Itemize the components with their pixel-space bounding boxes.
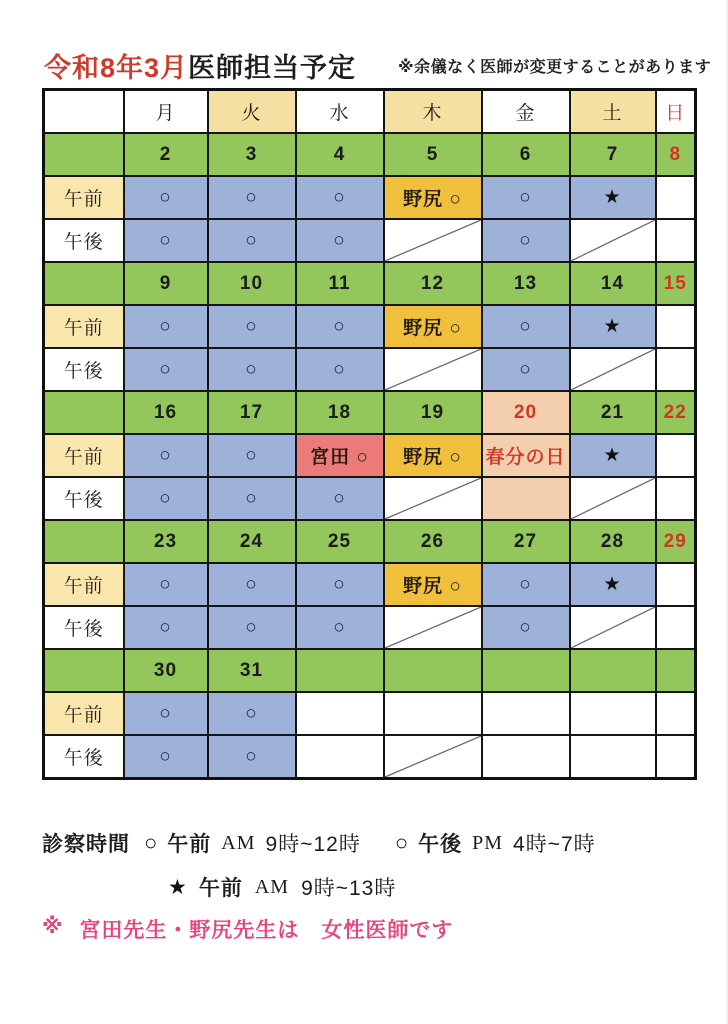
closed-slash-icon bbox=[571, 607, 655, 648]
open-circle-cell: ○ bbox=[124, 219, 208, 262]
open-circle-cell: ○ bbox=[482, 606, 570, 649]
pm-row bbox=[44, 348, 696, 391]
open-circle-cell: ○ bbox=[482, 348, 570, 391]
am-row-label: 午前 bbox=[44, 434, 124, 477]
date-cell: 15 bbox=[656, 262, 696, 305]
weekday-header-cell: 月 bbox=[124, 90, 208, 134]
date-cell: 7 bbox=[570, 133, 656, 176]
empty-cell bbox=[656, 477, 696, 520]
pm-row bbox=[44, 735, 696, 779]
date-cell: 19 bbox=[384, 391, 482, 434]
date-row bbox=[44, 649, 696, 692]
am-row bbox=[44, 176, 696, 219]
date-cell bbox=[44, 520, 124, 563]
open-circle-cell: ○ bbox=[124, 348, 208, 391]
weekday-header-row bbox=[44, 90, 696, 134]
legend-am-label: 午前 bbox=[167, 833, 212, 856]
title-era-month: 令和8年3月 bbox=[44, 53, 189, 83]
date-cell bbox=[44, 133, 124, 176]
date-row bbox=[44, 391, 696, 434]
weekday-header-cell: 土 bbox=[570, 90, 656, 134]
title-heading: 医師担当予定 bbox=[188, 53, 357, 83]
open-circle-cell: ○ bbox=[482, 176, 570, 219]
circle-icon: ○ bbox=[394, 830, 409, 855]
closed-slash-icon bbox=[385, 736, 481, 777]
date-cell: 29 bbox=[656, 520, 696, 563]
empty-cell bbox=[656, 606, 696, 649]
date-cell bbox=[482, 649, 570, 692]
closed-slash-icon bbox=[385, 220, 481, 261]
note-text: 宮田先生・野尻先生は 女性医師です bbox=[79, 919, 454, 942]
date-cell: 23 bbox=[124, 520, 208, 563]
am-row-label: 午前 bbox=[44, 563, 124, 606]
date-cell: 6 bbox=[482, 133, 570, 176]
star-cell: ★ bbox=[570, 563, 656, 606]
am-row bbox=[44, 305, 696, 348]
open-circle-cell: ○ bbox=[208, 735, 296, 779]
date-cell: 3 bbox=[208, 133, 296, 176]
weekday-header-cell bbox=[44, 90, 124, 134]
legend-pm-ampm: PM bbox=[472, 831, 504, 854]
empty-cell bbox=[482, 477, 570, 520]
legend-star-label: 午前 bbox=[198, 877, 243, 900]
date-cell: 22 bbox=[656, 391, 696, 434]
legend-heading: 診察時間 bbox=[42, 833, 130, 856]
legend-star-ampm: AM bbox=[254, 875, 290, 898]
empty-cell bbox=[482, 735, 570, 779]
empty-cell bbox=[296, 735, 384, 779]
date-cell bbox=[656, 649, 696, 692]
date-cell: 2 bbox=[124, 133, 208, 176]
open-circle-cell: ○ bbox=[208, 176, 296, 219]
empty-cell bbox=[570, 735, 656, 779]
date-cell bbox=[44, 391, 124, 434]
date-cell: 27 bbox=[482, 520, 570, 563]
date-cell: 17 bbox=[208, 391, 296, 434]
legend-star-time: 9時~13時 bbox=[301, 877, 397, 900]
date-cell: 12 bbox=[384, 262, 482, 305]
open-circle-cell: ○ bbox=[124, 477, 208, 520]
date-cell: 8 bbox=[656, 133, 696, 176]
female-doctors-note bbox=[42, 914, 453, 944]
legend-am-time: 9時~12時 bbox=[265, 833, 361, 856]
closed-cell bbox=[570, 348, 656, 391]
note-mark: ※ bbox=[42, 915, 64, 938]
empty-cell bbox=[656, 434, 696, 477]
open-circle-cell: ○ bbox=[296, 477, 384, 520]
closed-slash-icon bbox=[385, 349, 481, 390]
closed-cell bbox=[384, 348, 482, 391]
title-row bbox=[44, 46, 712, 85]
closed-cell bbox=[384, 735, 482, 779]
closed-cell bbox=[384, 477, 482, 520]
empty-cell bbox=[296, 692, 384, 735]
pm-row bbox=[44, 219, 696, 262]
pm-row bbox=[44, 477, 696, 520]
circle-icon: ○ bbox=[144, 830, 158, 855]
pm-row bbox=[44, 606, 696, 649]
closed-cell bbox=[384, 606, 482, 649]
date-cell: 5 bbox=[384, 133, 482, 176]
hours-legend bbox=[42, 828, 702, 858]
date-row bbox=[44, 520, 696, 563]
page-title bbox=[44, 46, 356, 85]
closed-cell bbox=[384, 219, 482, 262]
pm-row-label: 午後 bbox=[44, 219, 124, 262]
doctor-cell: 野尻 ○ bbox=[384, 176, 482, 219]
date-cell bbox=[570, 649, 656, 692]
open-circle-cell: ○ bbox=[208, 348, 296, 391]
open-circle-cell: ○ bbox=[208, 563, 296, 606]
date-cell: 9 bbox=[124, 262, 208, 305]
am-row bbox=[44, 434, 696, 477]
date-cell: 28 bbox=[570, 520, 656, 563]
star-hours-legend bbox=[168, 872, 396, 902]
closed-slash-icon bbox=[385, 478, 481, 519]
empty-cell bbox=[656, 692, 696, 735]
date-row bbox=[44, 133, 696, 176]
star-cell: ★ bbox=[570, 176, 656, 219]
date-cell: 24 bbox=[208, 520, 296, 563]
empty-cell bbox=[656, 176, 696, 219]
date-cell: 20 bbox=[482, 391, 570, 434]
doctor-cell: 野尻 ○ bbox=[384, 305, 482, 348]
doctor-cell: 宮田 ○ bbox=[296, 434, 384, 477]
legend-pm-time: 4時~7時 bbox=[513, 833, 596, 856]
empty-cell bbox=[656, 735, 696, 779]
open-circle-cell: ○ bbox=[296, 348, 384, 391]
legend-pm-label: 午後 bbox=[418, 833, 463, 856]
closed-cell bbox=[570, 219, 656, 262]
closed-cell bbox=[570, 477, 656, 520]
pm-row-label: 午後 bbox=[44, 348, 124, 391]
open-circle-cell: ○ bbox=[296, 219, 384, 262]
date-cell: 4 bbox=[296, 133, 384, 176]
date-cell bbox=[384, 649, 482, 692]
date-cell: 10 bbox=[208, 262, 296, 305]
legend-am-ampm: AM bbox=[221, 831, 256, 854]
doctor-cell: 野尻 ○ bbox=[384, 563, 482, 606]
star-cell: ★ bbox=[570, 305, 656, 348]
open-circle-cell: ○ bbox=[208, 219, 296, 262]
pm-row-label: 午後 bbox=[44, 477, 124, 520]
am-row bbox=[44, 563, 696, 606]
open-circle-cell: ○ bbox=[208, 305, 296, 348]
open-circle-cell: ○ bbox=[296, 305, 384, 348]
date-cell: 21 bbox=[570, 391, 656, 434]
weekday-header-cell: 水 bbox=[296, 90, 384, 134]
empty-cell bbox=[656, 563, 696, 606]
date-cell bbox=[44, 262, 124, 305]
open-circle-cell: ○ bbox=[124, 434, 208, 477]
weekday-header-cell: 日 bbox=[656, 90, 696, 134]
am-row-label: 午前 bbox=[44, 692, 124, 735]
open-circle-cell: ○ bbox=[208, 434, 296, 477]
open-circle-cell: ○ bbox=[124, 692, 208, 735]
calendar-table bbox=[42, 88, 697, 780]
open-circle-cell: ○ bbox=[124, 176, 208, 219]
open-circle-cell: ○ bbox=[482, 219, 570, 262]
empty-cell bbox=[482, 692, 570, 735]
empty-cell bbox=[384, 692, 482, 735]
star-cell: ★ bbox=[570, 434, 656, 477]
pm-row-label: 午後 bbox=[44, 606, 124, 649]
closed-slash-icon bbox=[385, 607, 481, 648]
open-circle-cell: ○ bbox=[124, 606, 208, 649]
am-row bbox=[44, 692, 696, 735]
open-circle-cell: ○ bbox=[208, 477, 296, 520]
date-cell: 13 bbox=[482, 262, 570, 305]
date-cell: 30 bbox=[124, 649, 208, 692]
closed-slash-icon bbox=[571, 349, 655, 390]
open-circle-cell: ○ bbox=[296, 176, 384, 219]
am-row-label: 午前 bbox=[44, 305, 124, 348]
date-cell bbox=[44, 649, 124, 692]
open-circle-cell: ○ bbox=[482, 563, 570, 606]
am-row-label: 午前 bbox=[44, 176, 124, 219]
date-cell: 26 bbox=[384, 520, 482, 563]
date-cell: 31 bbox=[208, 649, 296, 692]
closed-slash-icon bbox=[571, 478, 655, 519]
open-circle-cell: ○ bbox=[124, 563, 208, 606]
open-circle-cell: ○ bbox=[124, 735, 208, 779]
weekday-header-cell: 木 bbox=[384, 90, 482, 134]
star-icon: ★ bbox=[168, 875, 187, 899]
doctor-cell: 春分の日 bbox=[482, 434, 570, 477]
open-circle-cell: ○ bbox=[208, 606, 296, 649]
open-circle-cell: ○ bbox=[482, 305, 570, 348]
pm-row-label: 午後 bbox=[44, 735, 124, 779]
empty-cell bbox=[656, 219, 696, 262]
doctor-cell: 野尻 ○ bbox=[384, 434, 482, 477]
date-cell: 18 bbox=[296, 391, 384, 434]
date-cell bbox=[296, 649, 384, 692]
empty-cell bbox=[656, 305, 696, 348]
open-circle-cell: ○ bbox=[296, 606, 384, 649]
date-cell: 16 bbox=[124, 391, 208, 434]
weekday-header-cell: 金 bbox=[482, 90, 570, 134]
open-circle-cell: ○ bbox=[208, 692, 296, 735]
empty-cell bbox=[570, 692, 656, 735]
open-circle-cell: ○ bbox=[296, 563, 384, 606]
date-cell: 11 bbox=[296, 262, 384, 305]
empty-cell bbox=[656, 348, 696, 391]
date-cell: 25 bbox=[296, 520, 384, 563]
date-row bbox=[44, 262, 696, 305]
date-cell: 14 bbox=[570, 262, 656, 305]
closed-cell bbox=[570, 606, 656, 649]
closed-slash-icon bbox=[571, 220, 655, 261]
weekday-header-cell: 火 bbox=[208, 90, 296, 134]
open-circle-cell: ○ bbox=[124, 305, 208, 348]
doctor-change-disclaimer: ※余儀なく医師が変更することがあります bbox=[398, 59, 712, 76]
